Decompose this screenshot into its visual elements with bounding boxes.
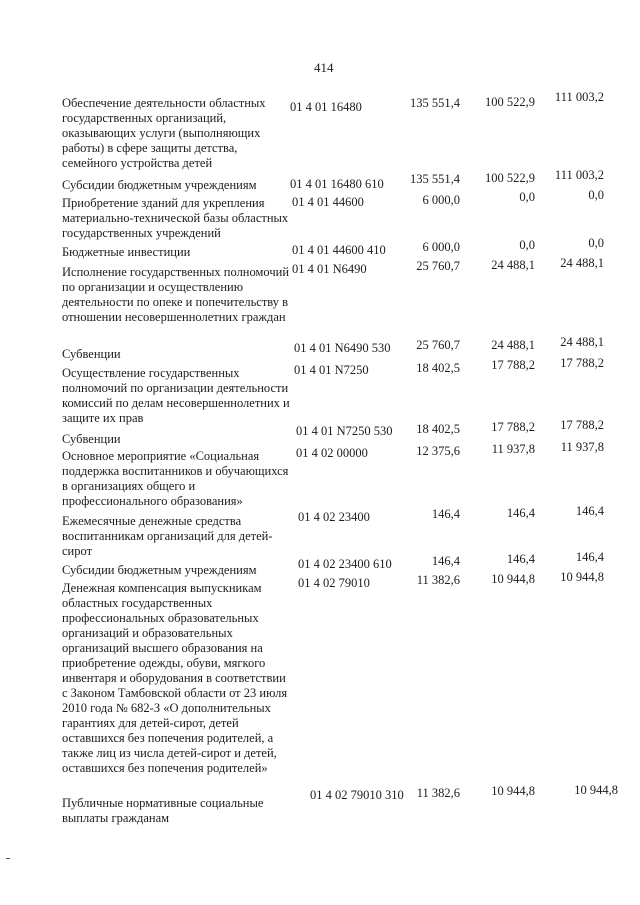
row-value-3: 146,4 [575,504,604,518]
row-value-3: 24 488,1 [560,335,604,349]
margin-mark [6,858,10,859]
row-value-3: 11 937,8 [560,440,604,454]
row-name: Денежная компенсация выпускникам областных государственных профессиональных образовательных организаций и образовательных организаций высшего образования на приобретение одежды, обуви, мягкого инвентаря и оборудования в соответствии с Законом Тамбовской области от 23 июля 2010 года № 682-З «О дополнительных гарантиях для детей-сирот, детей оставшихся без попечения родителей, а также лиц из числа детей-сирот и детей, оставшихся без попечения родителей» [62,581,288,775]
row-code: 01 4 01 N6490 530 [294,341,391,355]
row-value-2: 10 944,8 [491,784,535,798]
row-value-1: 135 551,4 [410,96,460,110]
row-code: 01 4 02 23400 610 [298,557,392,571]
row-value-3: 111 003,2 [554,90,604,104]
row-value-3: 10 944,8 [560,570,604,584]
row-code: 01 4 01 N6490 [292,262,367,276]
row-value-1: 11 382,6 [416,573,460,587]
row-value-2: 10 944,8 [491,572,535,586]
row-value-1: 25 760,7 [416,259,460,273]
row-value-1: 11 382,6 [416,786,460,800]
row-code: 01 4 02 23400 [298,510,370,524]
row-value-3: 146,4 [575,550,604,564]
row-value-1: 18 402,5 [416,361,460,375]
row-value-3: 10 944,8 [574,783,618,797]
row-value-3: 0,0 [588,188,604,202]
row-code: 01 4 01 N7250 530 [296,424,393,438]
row-value-2: 0,0 [519,190,535,204]
row-value-2: 17 788,2 [491,420,535,434]
row-code: 01 4 01 16480 [290,100,362,114]
page-number: 414 [314,60,334,75]
row-value-2: 0,0 [519,238,535,252]
row-value-2: 146,4 [506,506,535,520]
row-value-3: 17 788,2 [560,356,604,370]
row-value-2: 100 522,9 [485,171,535,185]
row-value-3: 17 788,2 [560,418,604,432]
row-value-2: 146,4 [506,552,535,566]
row-name: Субвенции [62,432,121,446]
row-code: 01 4 01 N7250 [294,363,369,377]
row-value-1: 18 402,5 [416,422,460,436]
row-code: 01 4 01 16480 610 [290,177,384,191]
row-name: Обеспечение деятельности областных государственных организаций, оказывающих услуги (выполняющих работы) в сфере защиты детства, семейного устройства детей [62,96,266,170]
row-value-1: 135 551,4 [410,172,460,186]
row-value-1: 25 760,7 [416,338,460,352]
row-value-3: 0,0 [588,236,604,250]
row-value-1: 6 000,0 [422,240,460,254]
row-name: Основное мероприятие «Социальная поддержка воспитанников и обучающихся в организациях общего и профессионального образования» [62,449,289,508]
row-value-1: 12 375,6 [416,444,460,458]
row-value-2: 100 522,9 [485,95,535,109]
row-name: Осуществление государственных полномочий по организации деятельности комиссий по делам несовершеннолетних и защите их прав [62,366,290,425]
row-value-1: 146,4 [431,554,460,568]
row-value-2: 24 488,1 [491,338,535,352]
row-value-1: 146,4 [431,507,460,521]
row-code: 01 4 02 00000 [296,446,368,460]
row-value-1: 6 000,0 [422,193,460,207]
row-name: Субсидии бюджетным учреждениям [62,563,257,577]
row-value-2: 24 488,1 [491,258,535,272]
row-value-3: 111 003,2 [554,168,604,182]
row-value-3: 24 488,1 [560,256,604,270]
row-code: 01 4 01 44600 [292,195,364,209]
row-value-2: 17 788,2 [491,358,535,372]
row-name: Субвенции [62,347,121,361]
row-name: Субсидии бюджетным учреждениям [62,178,257,192]
row-code: 01 4 02 79010 310 [310,788,404,802]
row-name: Публичные нормативные социальные выплаты гражданам [62,796,264,825]
row-code: 01 4 01 44600 410 [292,243,386,257]
row-name: Бюджетные инвестиции [62,245,191,259]
row-value-2: 11 937,8 [491,442,535,456]
row-name: Приобретение зданий для укрепления материально-технической базы областных государственных учреждений [62,196,289,240]
row-name: Ежемесячные денежные средства воспитанникам организаций для детей-сирот [62,514,273,558]
row-name: Исполнение государственных полномочий по организации и осуществлению деятельности по опеке и попечительству в отношении несовершеннолетних граждан [62,265,290,324]
row-code: 01 4 02 79010 [298,576,370,590]
